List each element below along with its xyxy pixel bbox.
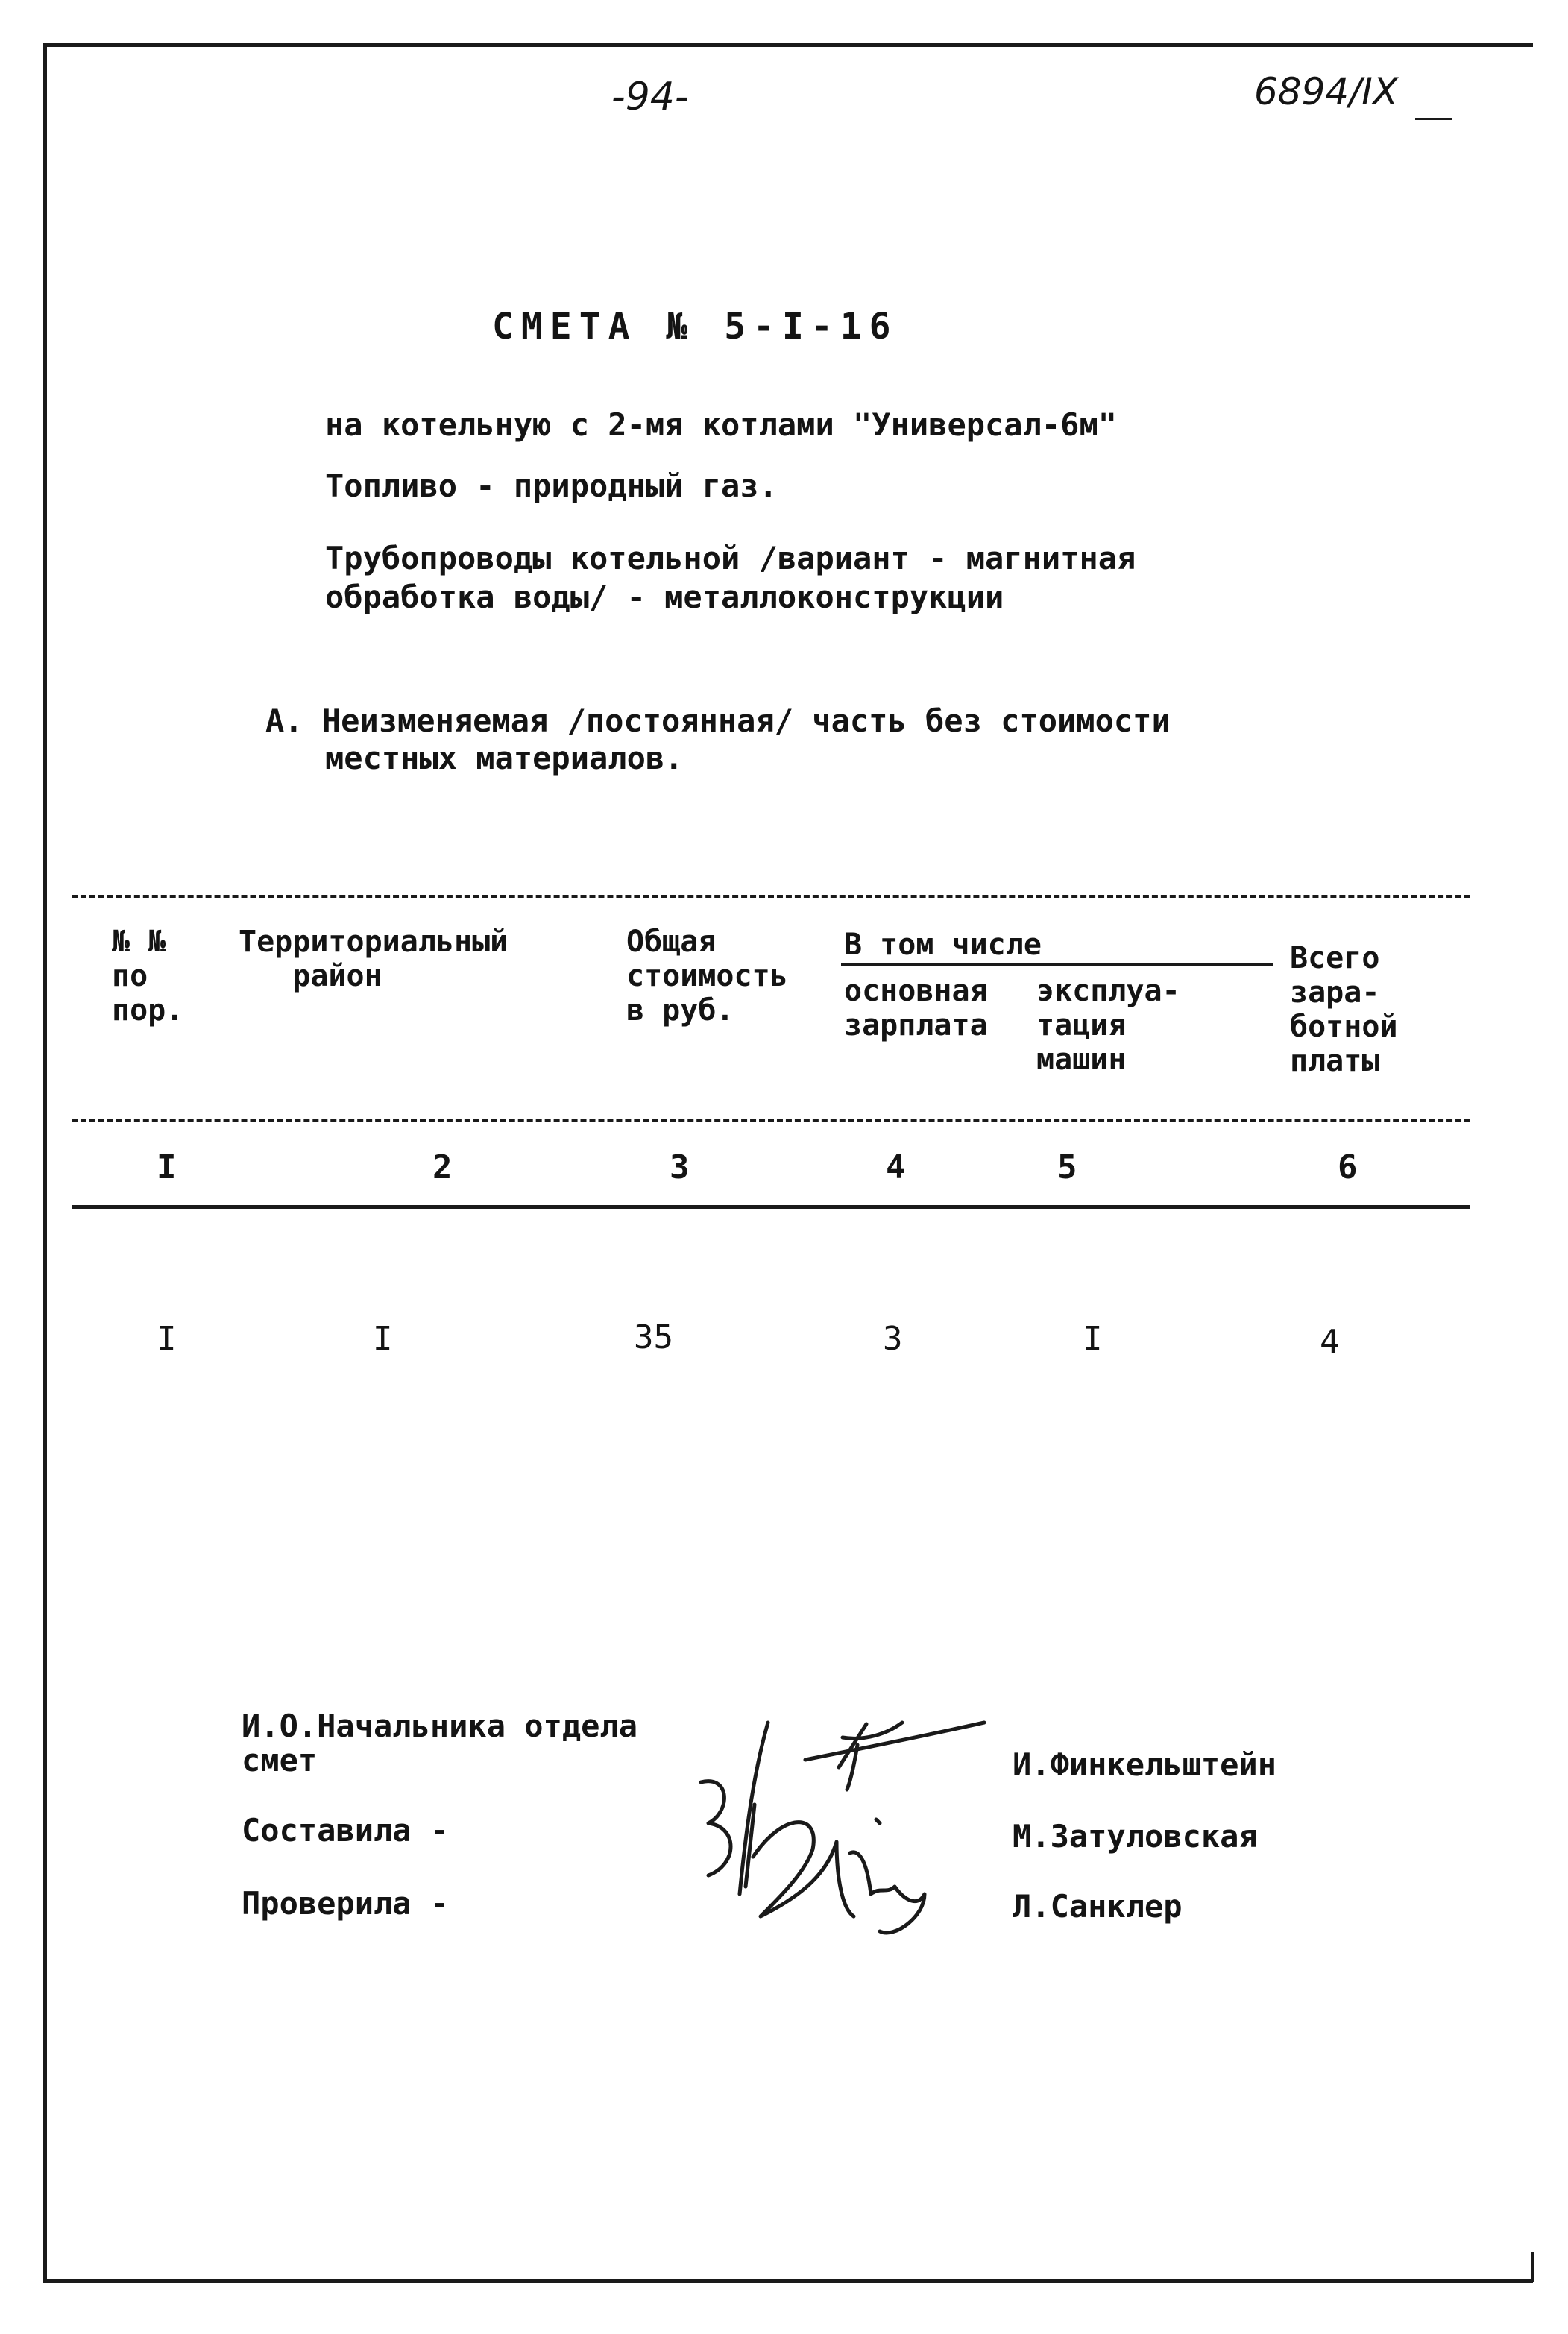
section-line-1: А. Неизменяемая /постоянная/ часть без стоимости bbox=[265, 702, 1171, 739]
subtitle-line-3: Трубопроводы котельной /вариант - магнитная bbox=[325, 540, 1136, 576]
signature-name-compiled: М.Затуловская bbox=[1013, 1818, 1258, 1855]
subtitle-line-1: на котельную с 2-мя котлами "Универсал-6м" bbox=[325, 406, 1118, 443]
signature-name-checked: Л.Санклер bbox=[1013, 1888, 1183, 1925]
header-group-underline bbox=[841, 963, 1273, 966]
header-bottom-dashed-rule bbox=[72, 1119, 1470, 1122]
column-number-4: 4 bbox=[886, 1148, 906, 1186]
subtitle-line-2: Топливо - природный газ. bbox=[325, 468, 778, 504]
table-cell-region: I bbox=[373, 1320, 393, 1358]
frame-right-border bbox=[1531, 2252, 1534, 2282]
signature-role-head: И.О.Начальника отдела смет bbox=[242, 1708, 638, 1778]
table-cell-row-number: I bbox=[157, 1320, 177, 1358]
signature-name-head: И.Финкельштейн bbox=[1013, 1746, 1277, 1783]
header-including-group: В том числе bbox=[844, 928, 1042, 962]
signature-role-checked: Проверила - bbox=[242, 1885, 450, 1922]
document-number-underline bbox=[1415, 118, 1452, 120]
table-top-dashed-rule bbox=[72, 895, 1470, 898]
frame-top-border bbox=[43, 43, 1533, 47]
section-line-2: местных материалов. bbox=[325, 740, 684, 776]
header-total-cost: Общая стоимость в руб. bbox=[626, 925, 788, 1028]
column-number-3: 3 bbox=[670, 1148, 690, 1186]
column-numbers-solid-rule bbox=[72, 1205, 1470, 1209]
table-cell-base-salary: 3 bbox=[883, 1320, 903, 1358]
column-number-2: 2 bbox=[432, 1148, 453, 1186]
handwritten-signatures bbox=[671, 1670, 1059, 1998]
estimate-title: СМЕТА № 5-I-16 bbox=[492, 306, 898, 347]
frame-bottom-border bbox=[43, 2279, 1533, 2283]
table-cell-total-wages: 4 bbox=[1320, 1323, 1340, 1361]
header-row-number: № № по пор. bbox=[112, 925, 184, 1028]
column-number-6: 6 bbox=[1338, 1148, 1358, 1186]
header-base-salary: основная зарплата bbox=[844, 974, 988, 1042]
subtitle-line-4: обработка воды/ - металлоконструкции bbox=[325, 579, 1004, 615]
header-territorial-region: Территориальный район bbox=[239, 925, 509, 993]
column-number-5: 5 bbox=[1057, 1148, 1077, 1186]
table-cell-machine-operation: I bbox=[1083, 1320, 1103, 1358]
document-number: 6894/IX bbox=[1254, 70, 1399, 113]
column-number-1: I bbox=[157, 1148, 177, 1186]
signature-role-compiled: Составила - bbox=[242, 1812, 450, 1849]
header-total-wages: Всего зара- ботной платы bbox=[1290, 941, 1398, 1078]
header-machine-operation: эксплуа- тация машин bbox=[1036, 974, 1180, 1077]
page-number: -94- bbox=[611, 75, 689, 119]
frame-left-border bbox=[43, 43, 47, 2280]
table-cell-total-cost: 35 bbox=[634, 1318, 673, 1356]
